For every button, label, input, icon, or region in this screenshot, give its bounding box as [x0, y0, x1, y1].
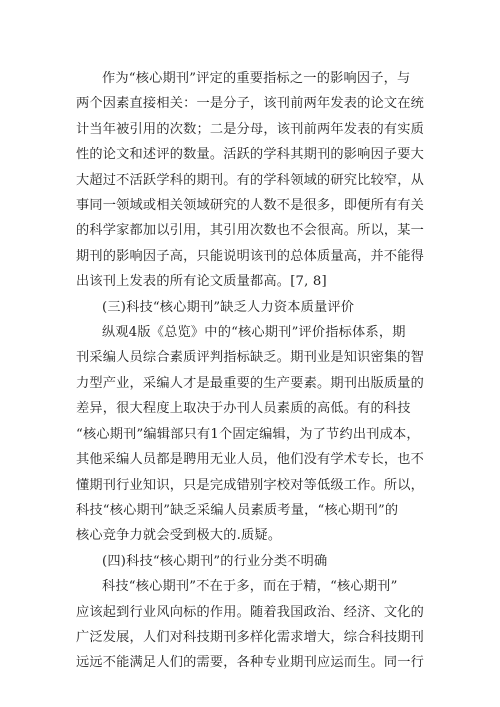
- text-line: 核心竞争力就会受到极大的.质疑。: [76, 528, 282, 544]
- text-line: 懂期刊行业知识，只是完成错别字校对等低级工作。所以，: [76, 477, 425, 493]
- text-line: 出该刊上发表的所有论文质量都高。[7, 8]: [76, 274, 327, 290]
- text-line: 性的论文和述评的数量。活跃的学科其期刊的影响因子要大: [76, 147, 425, 163]
- text-line: 远远不能满足人们的需要，各种专业期刊应运而生。同一行: [76, 655, 425, 671]
- text-line: 广泛发展，人们对科技期刊多样化需求增大，综合科技期刊: [76, 629, 425, 645]
- text-line: 的科学家都加以引用，其引用次数也不会很高。所以，某一: [76, 223, 425, 239]
- text-line: 应该起到行业风向标的作用。随着我国政治、经济、文化的: [76, 604, 425, 620]
- section-heading-industry-classification: (四)科技“核心期刊”的行业分类不明确: [102, 553, 328, 569]
- paragraph-industry-direction: [76, 574, 440, 676]
- paragraph-impact-factor: [76, 66, 440, 295]
- paragraph-staff-evaluation: [76, 320, 440, 549]
- text-line: 差异，很大程度上取决于办刊人员素质的高低。有的科技: [76, 401, 411, 417]
- text-line: 刊采编人员综合素质评判指标缺乏。期刊业是知识密集的智: [76, 350, 425, 366]
- text-line: 科技“核心期刊”缺乏采编人员素质考量，“核心期刊”的: [76, 502, 399, 518]
- text-line: 科技“核心期刊”不在于多，而在于精，“核心期刊”: [102, 579, 398, 595]
- text-line: 作为“核心期刊”评定的重要指标之一的影响因子，与: [102, 71, 411, 86]
- text-line: 力型产业，采编人才是最重要的生产要素。期刊出版质量的: [76, 375, 425, 391]
- text-line: “核心期刊”编辑部只有1个固定编辑，为了节约出刊成本，: [76, 426, 420, 442]
- text-line: 其他采编人员都是聘用无业人员，他们没有学术专长，也不: [76, 452, 425, 468]
- text-line: 事同一领域或相关领域研究的人数不是很多，即便所有有关: [76, 198, 425, 214]
- text-line: 计当年被引用的次数；二是分母，该刊前两年发表的有实质: [76, 121, 425, 137]
- section-heading-human-capital: (三)科技“核心期刊”缺乏人力资本质量评价: [102, 299, 355, 315]
- text-line: 期刊的影响因子高，只能说明该刊的总体质量高，并不能得: [76, 248, 425, 264]
- text-line: 纵观4版《总览》中的“核心期刊”评价指标体系，期: [102, 325, 406, 341]
- text-line: 大超过不活跃学科的期刊。有的学科领域的研究比较窄，从: [76, 172, 425, 188]
- text-line: 两个因素直接相关：一是分子，该刊前两年发表的论文在统: [76, 96, 425, 112]
